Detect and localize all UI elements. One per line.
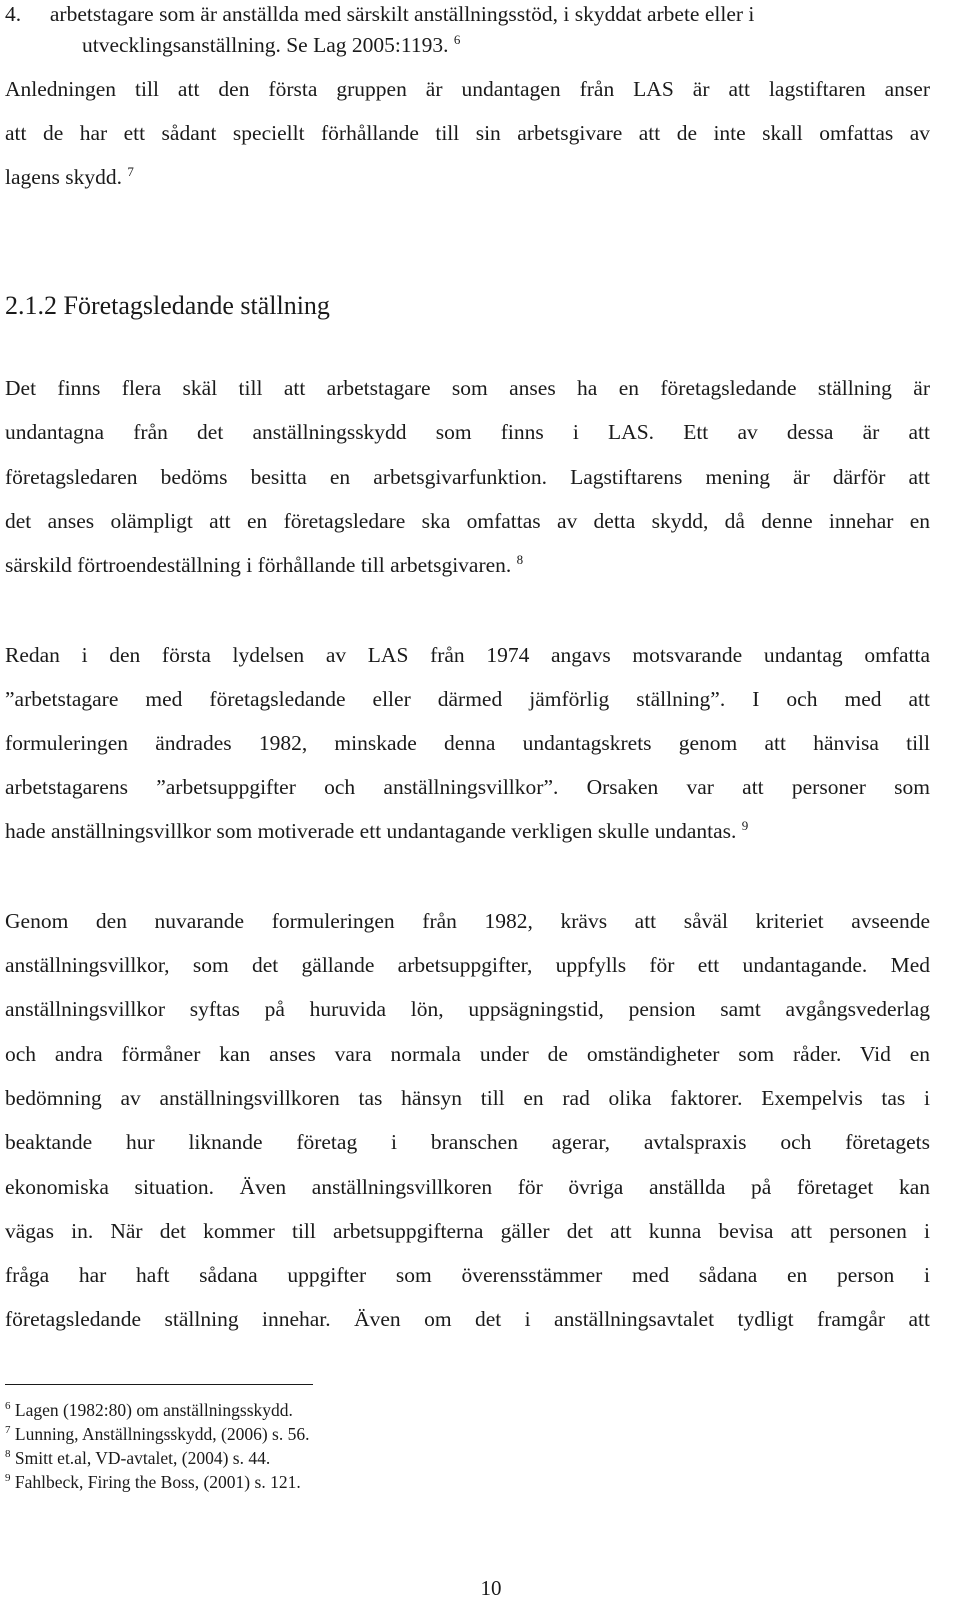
paragraph-3-line: Genom den nuvarande formuleringen från 1982, krävs att såväl kriteriet avseende (5, 909, 930, 933)
paragraph-3-line: ekonomiska situation. Även anställningsvillkoren för övriga anställda på företaget kan (5, 1175, 930, 1199)
list-item-text-line-2: utvecklingsanställning. Se Lag 2005:1193. (82, 33, 449, 57)
footnote-text: Fahlbeck, Firing the Boss, (2001) s. 121. (14, 1472, 301, 1492)
footnote-text: Smitt et.al, VD-avtalet, (2004) s. 44. (14, 1448, 271, 1468)
paragraph-3-line: vägas in. När det kommer till arbetsuppgifterna gäller det att kunna bevisa att personen i (5, 1219, 930, 1243)
paragraph-1-last-line (5, 551, 523, 579)
paragraph-3-line: anställningsvillkor syftas på huruvida lön, uppsägningstid, pension samt avgångsvederlag (5, 997, 930, 1021)
paragraph-2-line: ”arbetstagare med företagsledande eller därmed jämförlig ställning”. I och med att (5, 687, 930, 711)
paragraph-2-line: hade anställningsvillkor som motiverade ett undantagande verkligen skulle undantas. (5, 819, 737, 843)
footnote-number: 9 (5, 1472, 11, 1485)
footnote-ref-7[interactable]: 7 (127, 163, 134, 179)
list-item (5, 0, 754, 28)
paragraph-3-line: bedömning av anställningsvillkoren tas hänsyn till en rad olika faktorer. Exempelvis tas i (5, 1086, 930, 1110)
paragraph-3-line: fråga har haft sådana uppgifter som överensstämmer med sådana en person i (5, 1263, 930, 1287)
footnote-ref-6[interactable]: 6 (453, 31, 461, 47)
paragraph-2-line: formuleringen ändrades 1982, minskade denna undantagskrets genom att hänvisa till (5, 731, 930, 755)
paragraph-3-line: beaktande hur liknande företag i branschen agerar, avtalspraxis och företagets (5, 1130, 930, 1154)
footnote-number: 8 (5, 1448, 11, 1461)
intro-line-3-text: lagens skydd. (5, 165, 123, 189)
intro-line-3 (5, 163, 134, 191)
footnote-ref-9[interactable]: 9 (741, 817, 749, 833)
intro-line-2: att de har ett sådant speciellt förhållande till sin arbetsgivare att de inte skall omfattas av (5, 121, 930, 145)
page-number: 10 (480, 1576, 502, 1600)
list-item-number: 4. (5, 2, 22, 26)
footnote-ref-8[interactable]: 8 (516, 551, 524, 567)
paragraph-1-line: företagsledaren bedöms besitta en arbetsgivarfunktion. Lagstiftarens mening är därför att (5, 465, 930, 489)
paragraph-1-line: särskild förtroendeställning i förhållande till arbetsgivaren. (5, 553, 512, 577)
list-item-text: arbetstagare som är anställda med särskilt anställningsstöd, i skyddat arbete eller i (49, 2, 755, 26)
footnote (5, 1423, 309, 1445)
footnote-number: 7 (5, 1424, 11, 1437)
paragraph-2-last-line (5, 817, 748, 845)
footnote-separator (5, 1384, 313, 1385)
paragraph-1-line: det anses olämpligt att en företagsledare ska omfattas av detta skydd, då denne innehar en (5, 509, 930, 533)
footnote-text: Lagen (1982:80) om anställningsskydd. (14, 1400, 293, 1420)
paragraph-1-line: undantagna från det anställningsskydd som finns i LAS. Ett av dessa är att (5, 420, 930, 444)
intro-line-1: Anledningen till att den första gruppen är undantagen från LAS är att lagstiftaren anser (5, 77, 930, 101)
list-item-continuation (82, 31, 460, 59)
paragraph-2-line: arbetstagarens ”arbetsuppgifter och anställningsvillkor”. Orsaken var att personer som (5, 775, 930, 799)
footnote (5, 1447, 270, 1469)
paragraph-3-line: anställningsvillkor, som det gällande arbetsuppgifter, uppfylls för ett undantagande. Med (5, 953, 930, 977)
paragraph-3-line: företagsledande ställning innehar. Även om det i anställningsavtalet tydligt framgår att (5, 1307, 930, 1331)
footnote-text: Lunning, Anställningsskydd, (2006) s. 56. (14, 1424, 310, 1444)
footnote-number: 6 (5, 1400, 11, 1413)
paragraph-2-line: Redan i den första lydelsen av LAS från 1974 angavs motsvarande undantag omfatta (5, 643, 930, 667)
footnote (5, 1471, 301, 1493)
paragraph-1-line: Det finns flera skäl till att arbetstagare som anses ha en företagsledande ställning är (5, 376, 930, 400)
footnote (5, 1399, 293, 1421)
paragraph-3-line: och andra förmåner kan anses vara normala under de omständigheter som råder. Vid en (5, 1042, 930, 1066)
section-heading: 2.1.2 Företagsledande ställning (5, 291, 330, 320)
